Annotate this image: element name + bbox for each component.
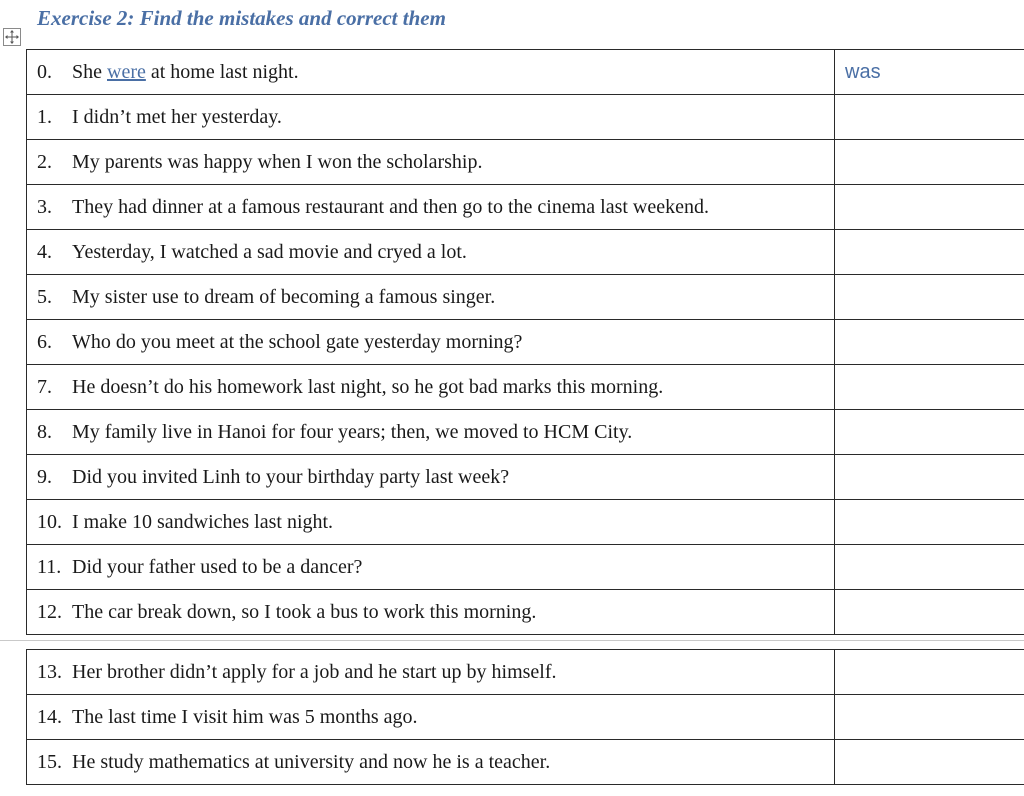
example-text-after: at home last night. [145,60,299,83]
item-number: 7. [37,375,52,398]
item-sentence: The car break down, so I took a bus to work this morning. [72,600,537,623]
item-number: 1. [37,105,52,128]
answer-cell[interactable]: was [835,50,1024,95]
question-cell[interactable] [27,230,835,275]
answer-cell[interactable] [835,320,1024,365]
item-sentence: Yesterday, I watched a sad movie and cryed a lot. [72,240,467,263]
answer-cell[interactable] [835,230,1024,275]
item-number: 4. [37,240,52,263]
answer-cell[interactable] [835,455,1024,500]
question-cell[interactable] [27,50,835,95]
item-number: 11. [37,555,62,578]
question-cell[interactable] [27,740,835,785]
question-cell[interactable] [27,500,835,545]
question-cell[interactable] [27,185,835,230]
question-cell[interactable] [27,140,835,185]
item-sentence: Her brother didn’t apply for a job and he start up by himself. [72,660,557,683]
example-mistake: were [107,60,146,83]
question-cell[interactable] [27,410,835,455]
item-sentence: He doesn’t do his homework last night, so he got bad marks this morning. [72,375,664,398]
item-number: 8. [37,420,52,443]
item-sentence: Did your father used to be a dancer? [72,555,363,578]
table-row [27,500,1024,545]
item-sentence: I make 10 sandwiches last night. [72,510,334,533]
table-row [27,275,1024,320]
question-cell[interactable] [27,320,835,365]
answer-cell[interactable] [835,500,1024,545]
item-sentence: My family live in Hanoi for four years; then, we moved to HCM City. [72,420,633,443]
page-break-divider [0,640,1024,641]
question-cell[interactable] [27,95,835,140]
table-row [27,740,1024,785]
item-number: 12. [37,600,62,623]
table-row [27,545,1024,590]
item-sentence: Did you invited Linh to your birthday party last week? [72,465,510,488]
answer-cell[interactable] [835,185,1024,230]
item-number: 14. [37,705,62,728]
question-cell[interactable] [27,455,835,500]
item-number: 5. [37,285,52,308]
item-sentence: My parents was happy when I won the scholarship. [72,150,483,173]
item-number: 13. [37,660,62,683]
table-row [27,140,1024,185]
table-row [27,590,1024,635]
item-number: 3. [37,195,52,218]
item-sentence: My sister use to dream of becoming a famous singer. [72,285,496,308]
table-row [27,365,1024,410]
table-row [27,695,1024,740]
question-cell[interactable] [27,545,835,590]
answer-cell[interactable] [835,410,1024,455]
answer-cell[interactable] [835,740,1024,785]
item-number: 10. [37,510,62,533]
exercise-title: Exercise 2: Find the mistakes and correct them [37,6,446,30]
question-cell[interactable] [27,365,835,410]
answer-cell[interactable] [835,275,1024,320]
answer-cell[interactable] [835,650,1024,695]
answer-cell[interactable] [835,695,1024,740]
exercise-table-page-1 [26,49,1024,635]
table-row [27,50,1024,95]
item-sentence: They had dinner at a famous restaurant and then go to the cinema last weekend. [72,195,709,218]
item-sentence: The last time I visit him was 5 months ago. [72,705,418,728]
table-move-handle-icon[interactable] [3,28,21,46]
item-number: 2. [37,150,52,173]
answer-cell[interactable] [835,365,1024,410]
table-row [27,320,1024,365]
item-sentence: I didn’t met her yesterday. [72,105,282,128]
table-row [27,410,1024,455]
answer-cell[interactable] [835,545,1024,590]
answer-cell[interactable] [835,95,1024,140]
item-number: 15. [37,750,62,773]
answer-cell[interactable] [835,590,1024,635]
table-row [27,650,1024,695]
item-sentence: He study mathematics at university and now he is a teacher. [72,750,551,773]
item-number: 9. [37,465,52,488]
item-sentence: Who do you meet at the school gate yesterday morning? [72,330,523,353]
answer-cell[interactable] [835,140,1024,185]
table-row [27,230,1024,275]
item-number: 0. [37,60,52,83]
question-cell[interactable] [27,275,835,320]
exercise-table-page-2 [26,649,1024,785]
example-text-before: She [72,60,107,83]
table-row [27,455,1024,500]
question-cell[interactable] [27,650,835,695]
table-row [27,185,1024,230]
question-cell[interactable] [27,695,835,740]
question-cell[interactable] [27,590,835,635]
table-row [27,95,1024,140]
item-number: 6. [37,330,52,353]
